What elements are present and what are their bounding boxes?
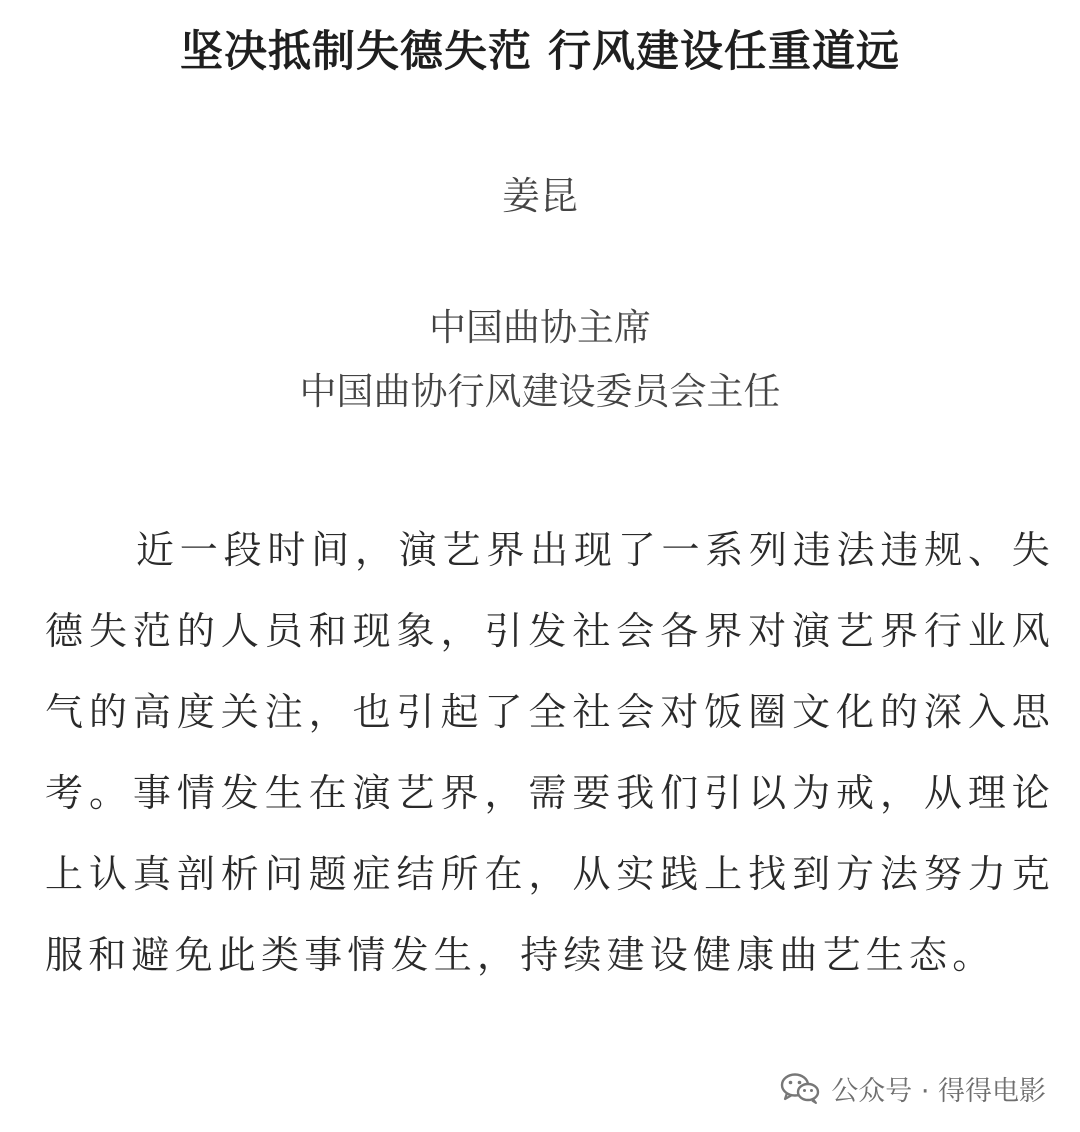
article-title: 坚决抵制失德失范 行风建设任重道远 (180, 27, 900, 77)
watermark-text: 公众号 · 得得电影 (831, 1075, 1046, 1107)
article-author: 姜昆 (501, 174, 578, 218)
affiliation-line-2: 中国曲协行风建设委员会主任 (299, 370, 781, 413)
wechat-icon (779, 1071, 821, 1105)
author-affiliation (0, 296, 1080, 424)
source-watermark (779, 1068, 1046, 1108)
affiliation-line-1: 中国曲协主席 (429, 306, 651, 349)
article-paragraph: 近一段时间，演艺界出现了一系列违法违规、失德失范的人员和现象，引发社会各界对演艺界行业风气的高度关注，也引起了全社会对饭圈文化的深入思考。事情发生在演艺界，需要我们引以为戒，从理论上认真剖析问题症结所在，从实践上找到方法努力克服和避免此类事情发生，持续建设健康曲艺生态。 (45, 528, 1055, 977)
